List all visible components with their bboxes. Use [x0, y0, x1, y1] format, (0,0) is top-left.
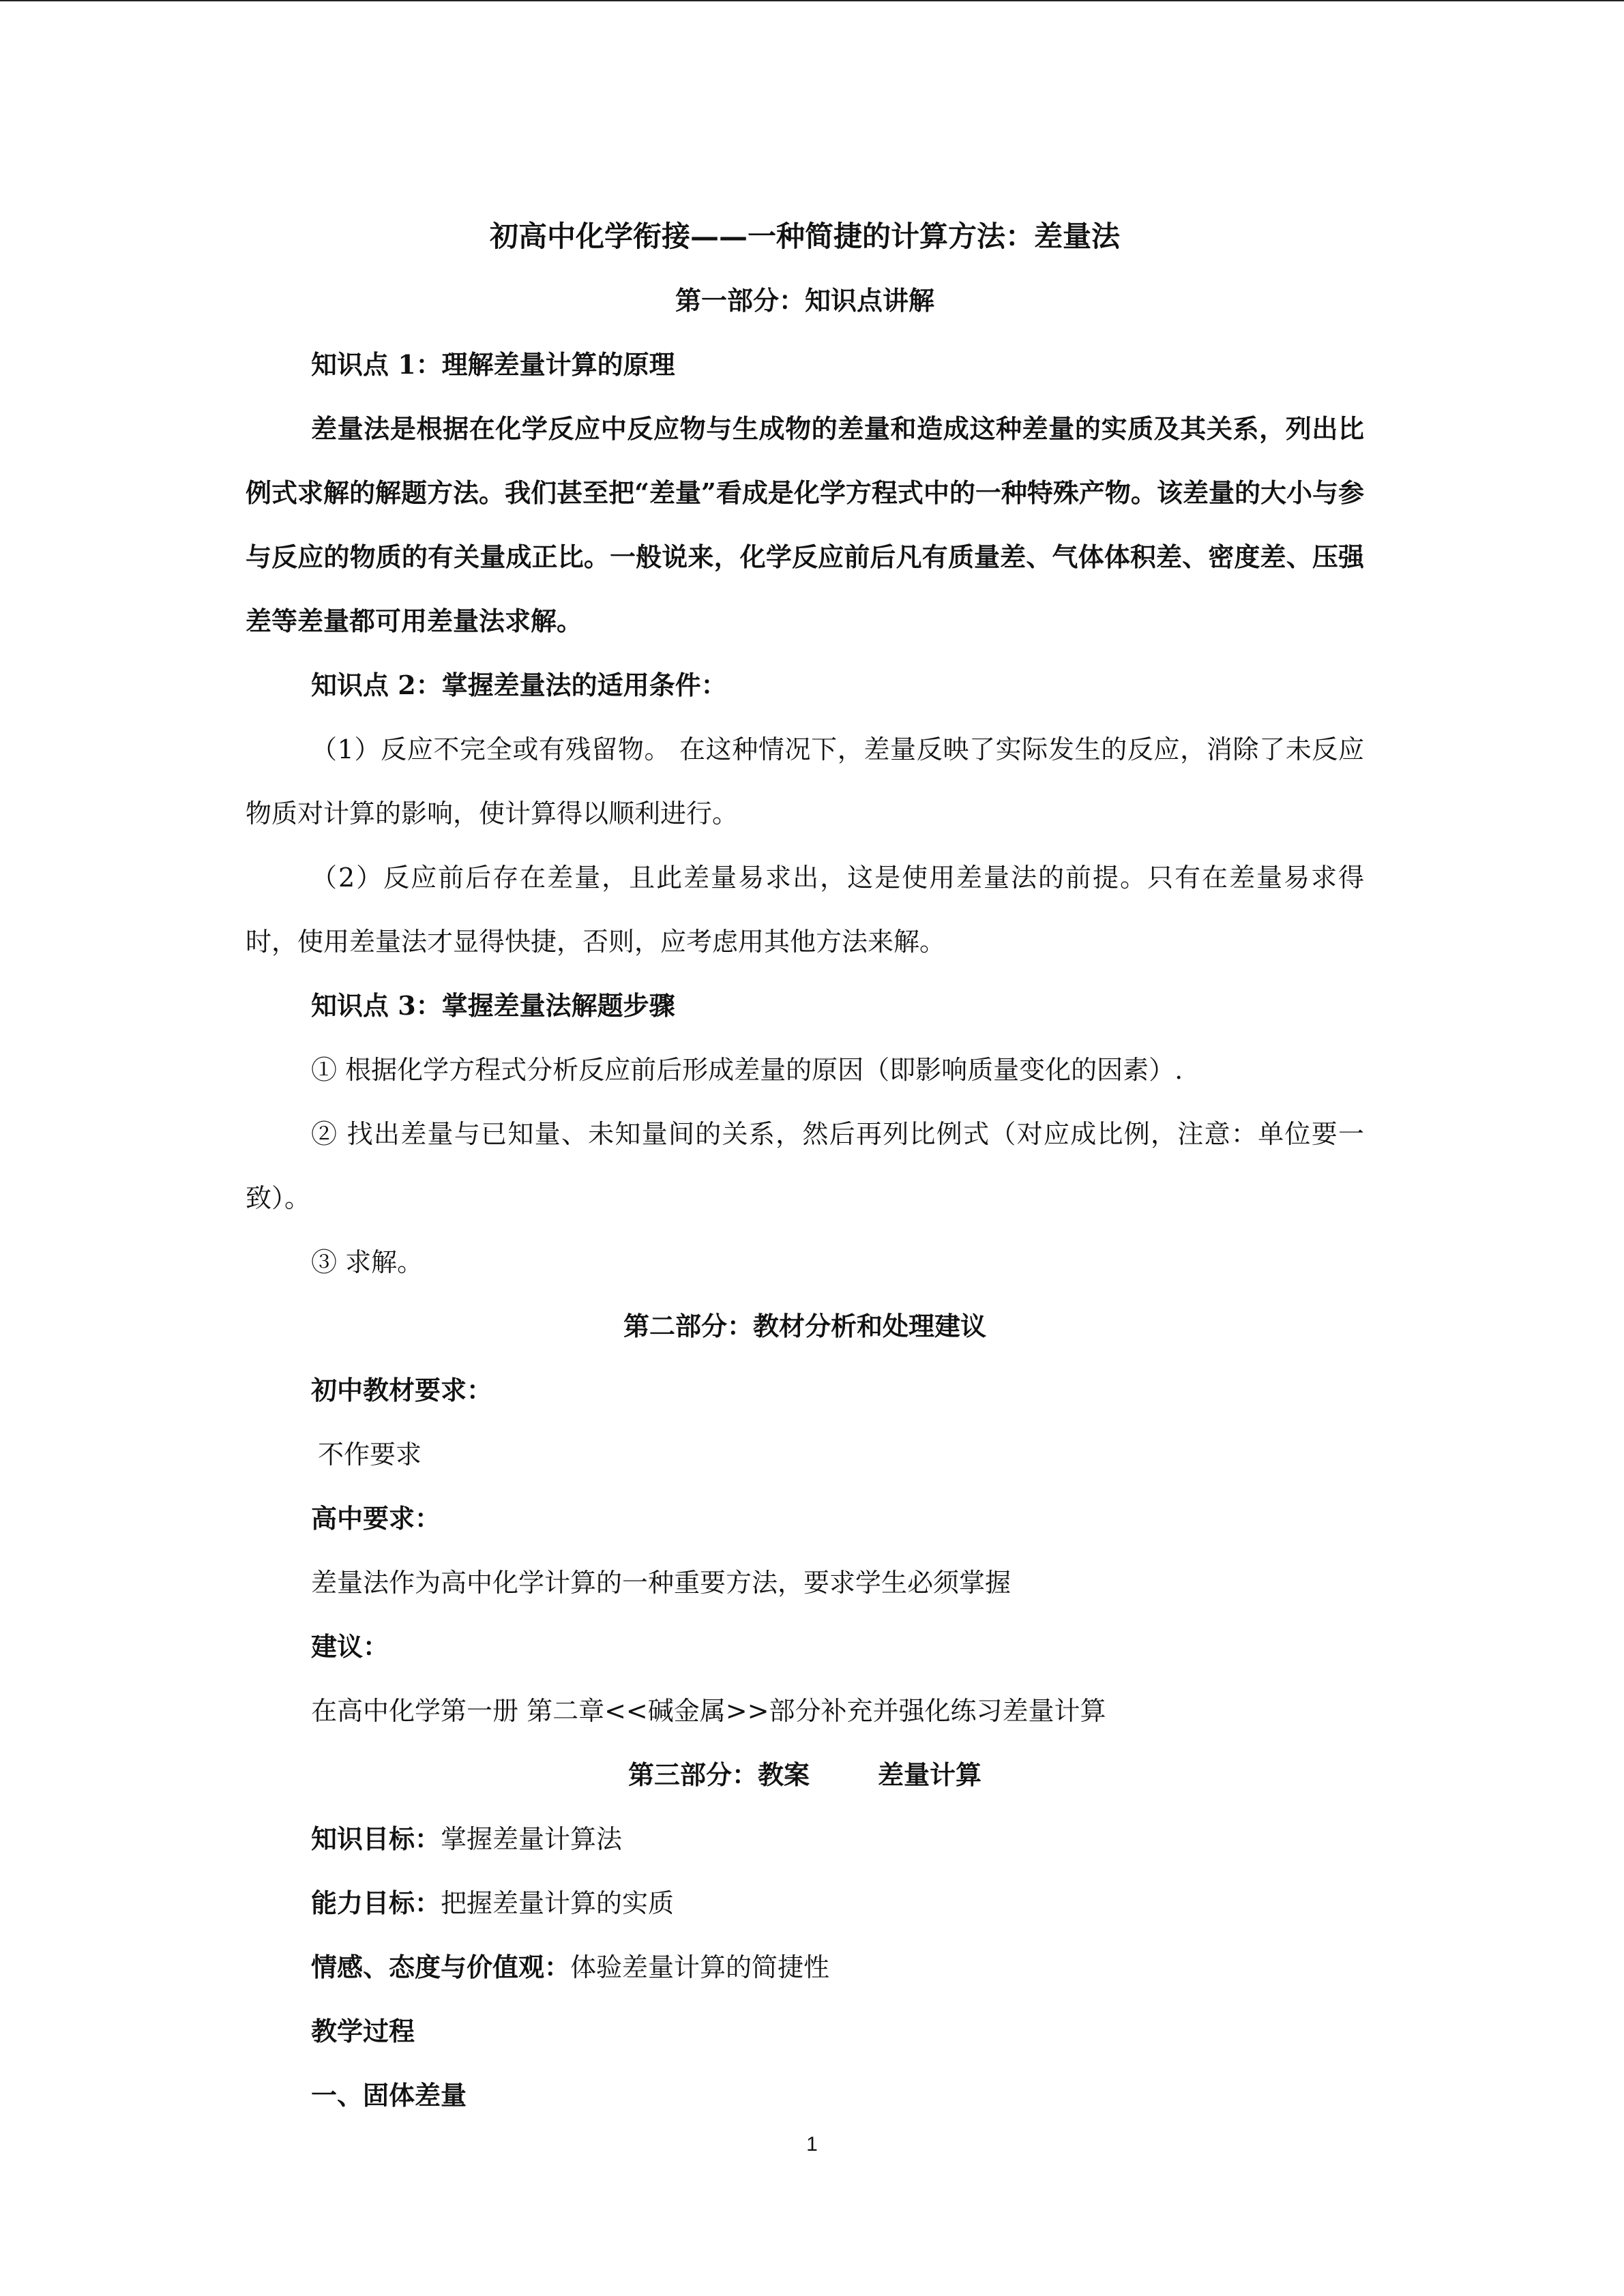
emotion-goal	[246, 1935, 1364, 1999]
top-border-line	[0, 0, 1624, 1]
junior-requirement-text: 不作要求	[318, 1440, 422, 1470]
knowledge-point-1-text: 差量法是根据在化学反应中反应物与生成物的差量和造成这种差量的实质及其关系，列出比例式求解的解题方法。我们甚至把“差量”看成是化学方程式中的一种特殊产物。该差量的大小与参与反应的物质的有关量成正比。一般说来，化学反应前后凡有质量差、气体体积差、密度差、压强差等差量都可用差量法求解。	[246, 413, 1364, 636]
solution-step-1: ① 根据化学方程式分析反应前后形成差量的原因（即影响质量变化的因素）.	[311, 1055, 1183, 1085]
document-title: 初高中化学衔接——一种简捷的计算方法：差量法	[489, 220, 1120, 253]
knowledge-goal-text: 掌握差量计算法	[441, 1824, 623, 1854]
knowledge-point-2-heading: 知识点 2：掌握差量法的适用条件：	[311, 670, 727, 700]
knowledge-point-1-heading: 知识点 1：理解差量计算的原理	[311, 349, 675, 380]
solution-step-2: ② 找出差量与已知量、未知量间的关系，然后再列比例式（对应成比例，注意：单位要一致）。	[246, 1119, 1364, 1213]
ability-goal	[246, 1871, 1364, 1935]
ability-goal-text: 把握差量计算的实质	[441, 1888, 675, 1918]
part1-title: 第一部分：知识点讲解	[675, 285, 934, 316]
part2-title: 第二部分：教材分析和处理建议	[623, 1311, 986, 1341]
solid-difference-section-label: 一、固体差量	[311, 2080, 467, 2111]
page-number: 1	[806, 2133, 818, 2156]
part3-title-left: 第三部分：教案	[628, 1759, 810, 1790]
condition-item-2: （2）反应前后存在差量，且此差量易求出，这是使用差量法的前提。只有在差量易求得时，使用差量法才显得快捷，否则，应考虑用其他方法来解。	[246, 863, 1364, 957]
senior-requirement-label: 高中要求：	[311, 1503, 441, 1534]
advice-text: 在高中化学第一册 第二章<<碱金属>>部分补充并强化练习差量计算	[311, 1696, 1106, 1726]
knowledge-goal-label: 知识目标：	[311, 1823, 441, 1854]
knowledge-goal	[246, 1807, 1364, 1871]
condition-item-1: （1）反应不完全或有残留物。 在这种情况下，差量反映了实际发生的反应，消除了未反应物质对计算的影响，使计算得以顺利进行。	[246, 734, 1364, 829]
emotion-goal-label: 情感、态度与价值观：	[311, 1952, 571, 1982]
knowledge-point-3-heading: 知识点 3：掌握差量法解题步骤	[311, 990, 675, 1021]
ability-goal-label: 能力目标：	[311, 1888, 441, 1918]
page-content	[246, 205, 1364, 2128]
part3-title-right: 差量计算	[878, 1759, 982, 1790]
advice-label: 建议：	[311, 1631, 389, 1662]
solution-step-3: ③ 求解。	[311, 1247, 424, 1277]
teaching-process-label: 教学过程	[311, 2016, 415, 2046]
senior-requirement-text: 差量法作为高中化学计算的一种重要方法，要求学生必须掌握	[311, 1568, 1012, 1598]
part3-title	[246, 1743, 1364, 1807]
emotion-goal-text: 体验差量计算的简捷性	[570, 1952, 830, 1982]
junior-requirement-label: 初中教材要求：	[311, 1375, 493, 1405]
